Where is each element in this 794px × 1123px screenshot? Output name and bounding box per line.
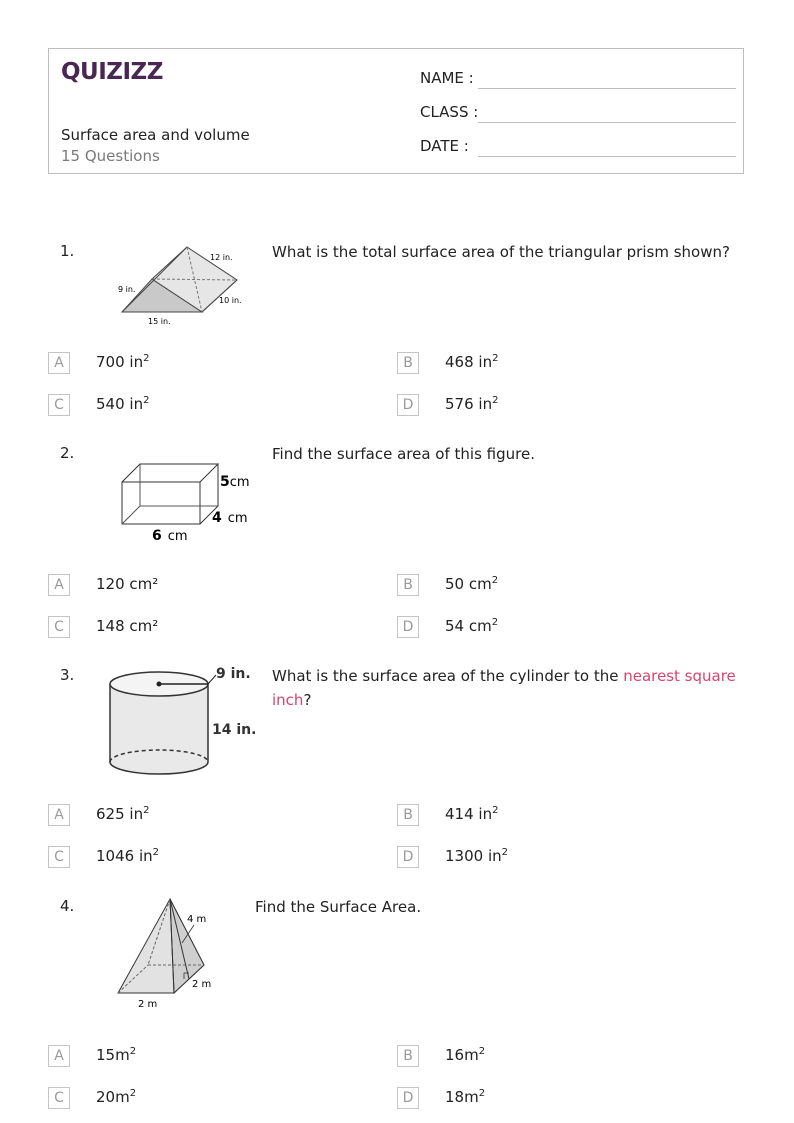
- highlighted-phrase: nearest square inch: [272, 667, 736, 709]
- option-text: 700 $in^2$: [96, 353, 150, 371]
- triangular-prism-figure: [112, 242, 262, 328]
- option-text: $20m^2$: [96, 1088, 137, 1106]
- option-text: $18m^2$: [445, 1088, 486, 1106]
- label-base: 2 m: [138, 999, 158, 1009]
- prism-front-face: [122, 482, 200, 524]
- option-text: $15m^2$: [96, 1046, 137, 1064]
- worksheet-title: Surface area and volume: [61, 126, 250, 144]
- question-text: Find the surface area of this figure.: [272, 445, 535, 463]
- class-label: CLASS :: [420, 103, 479, 121]
- label-depth: 4 cm: [212, 510, 248, 526]
- label-bottom: 15 in.: [148, 317, 171, 326]
- option-letter: A: [48, 574, 70, 596]
- option-text: 120 cm²: [96, 575, 159, 593]
- option-letter: D: [397, 1087, 419, 1109]
- pyramid-figure: [110, 897, 230, 1009]
- option-text: 50 $cm^2$: [445, 575, 499, 593]
- option-letter: C: [48, 846, 70, 868]
- option-letter: A: [48, 804, 70, 826]
- option-text: 576 $in^2$: [445, 395, 499, 413]
- quizizz-logo: QUIZIZZ: [61, 59, 163, 85]
- rectangular-prism-figure: [114, 458, 264, 544]
- option-letter: C: [48, 1087, 70, 1109]
- class-line: [478, 122, 736, 123]
- option-text: 414 $in^2$: [445, 805, 499, 823]
- prism-top-edge: [122, 464, 218, 482]
- name-label: NAME :: [420, 69, 474, 87]
- date-label: DATE :: [420, 137, 469, 155]
- date-field[interactable]: [420, 137, 736, 159]
- option-letter: B: [397, 352, 419, 374]
- option-text: 1300 $in^2$: [445, 847, 508, 865]
- question-count: 15 Questions: [61, 147, 160, 165]
- label-side: 2 m: [192, 979, 212, 990]
- label-top: 12 in.: [210, 253, 233, 262]
- option-letter: C: [48, 616, 70, 638]
- cylinder-figure: [104, 662, 264, 778]
- option-letter: C: [48, 394, 70, 416]
- question-text: What is the total surface area of the triangular prism shown?: [272, 243, 730, 261]
- prism-back-edge: [122, 506, 140, 524]
- question-text: What is the surface area of the cylinder to the nearest square inch?: [272, 667, 736, 709]
- option-text: 148 cm²: [96, 617, 159, 635]
- option-letter: A: [48, 352, 70, 374]
- option-letter: D: [397, 846, 419, 868]
- option-text: $16m^2$: [445, 1046, 486, 1064]
- question-number: 3.: [60, 666, 75, 684]
- label-height: 14 in.: [212, 722, 257, 738]
- question-number: 1.: [60, 242, 75, 260]
- option-text: 540 $in^2$: [96, 395, 150, 413]
- worksheet-header: [48, 48, 744, 174]
- cylinder-bottom-front: [110, 762, 208, 774]
- option-text: 468 $in^2$: [445, 353, 499, 371]
- label-right: 10 in.: [219, 296, 242, 305]
- option-letter: D: [397, 394, 419, 416]
- option-letter: B: [397, 1045, 419, 1067]
- question-text: Find the Surface Area.: [255, 898, 422, 916]
- question-number: 2.: [60, 444, 75, 462]
- option-letter: D: [397, 616, 419, 638]
- date-line: [478, 156, 736, 157]
- option-letter: B: [397, 804, 419, 826]
- option-text: 1046 $in^2$: [96, 847, 159, 865]
- label-radius: 9 in.: [216, 666, 251, 682]
- option-letter: B: [397, 574, 419, 596]
- option-text: 54 $cm^2$: [445, 617, 499, 635]
- question-number: 4.: [60, 897, 75, 915]
- radius-leader-line: [208, 675, 216, 684]
- label-slant: 4 m: [187, 914, 207, 925]
- option-text: 625 $in^2$: [96, 805, 150, 823]
- name-field[interactable]: [420, 69, 736, 91]
- name-line: [478, 88, 736, 89]
- option-letter: A: [48, 1045, 70, 1067]
- class-field[interactable]: [420, 103, 736, 125]
- label-left: 9 in.: [118, 285, 136, 294]
- label-height: 5cm: [220, 474, 250, 490]
- label-width: 6 cm: [152, 528, 188, 544]
